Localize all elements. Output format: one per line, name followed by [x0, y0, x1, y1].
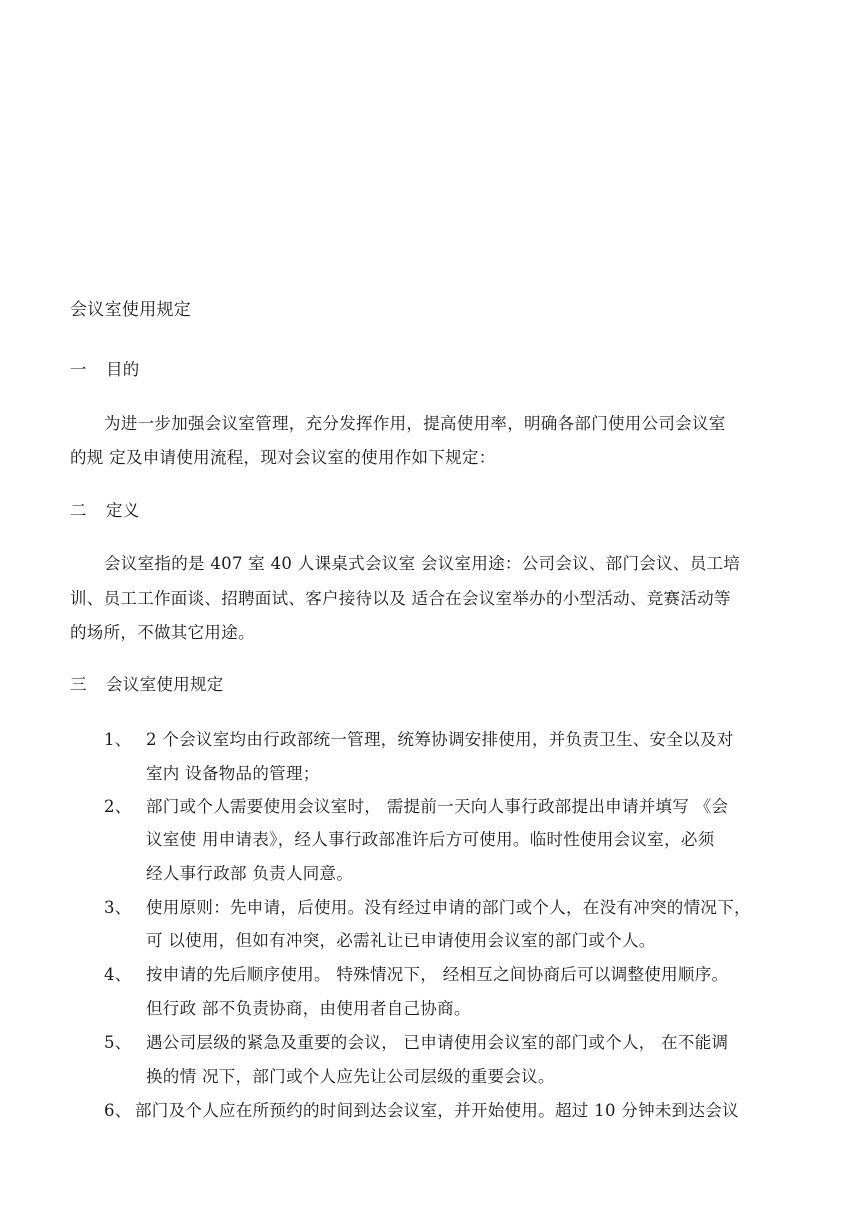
list-item-line: 2 个会议室均由行政部统一管理，统筹协调安排使用，并负责卫生、安全以及对 — [146, 730, 734, 749]
page-title: 会议室使用规定 — [70, 300, 192, 320]
section-number: 一 — [70, 360, 87, 379]
section-title: 目的 — [106, 360, 140, 379]
paragraph-line: 的场所，不做其它用途。 — [70, 623, 255, 642]
list-item-line: 遇公司层级的紧急及重要的会议， 已申请使用会议室的部门或个人， 在不能调 — [146, 1033, 729, 1052]
paragraph-line: 训、员工工作面谈、招聘面试、客户接待以及 适合在会议室举办的小型活动、竞赛活动等 — [70, 589, 731, 608]
list-item-number: 4、 — [104, 965, 132, 984]
list-item-line: 但行政 部不负责协商，由使用者自己协商。 — [146, 999, 471, 1018]
list-item-number: 5、 — [104, 1033, 132, 1052]
list-item-line: 可 以使用，但如有冲突，必需礼让已申请使用会议室的部门或个人。 — [146, 931, 656, 950]
section-heading-definition — [70, 499, 140, 523]
paragraph-line: 为进一步加强会议室管理，充分发挥作用，提高使用率，明确各部门使用公司会议室 — [104, 414, 726, 433]
list-item-line: 部门及个人应在所预约的时间到达会议室，并开始使用。超过 10 分钟未到达会议 — [135, 1101, 739, 1120]
section-heading-rules — [70, 673, 224, 697]
section-title: 定义 — [106, 501, 140, 520]
list-item-line: 室内 设备物品的管理； — [146, 764, 320, 783]
section-heading-purpose — [70, 358, 140, 382]
list-item-number: 6、 — [104, 1101, 132, 1120]
list-item-number: 2、 — [104, 797, 132, 816]
list-item-number: 1、 — [104, 730, 132, 749]
list-item-line: 部门或个人需要使用会议室时， 需提前一天向人事行政部提出申请并填写 《会 — [146, 797, 729, 816]
paragraph-line: 会议室指的是 407 室 40 人课桌式会议室 会议室用途：公司会议、部门会议、员工培 — [104, 554, 741, 573]
paragraph-line: 的规 定及申请使用流程，现对会议室的使用作如下规定： — [70, 448, 496, 467]
list-item-line: 经人事行政部 负责人同意。 — [146, 864, 354, 883]
section-number: 二 — [70, 501, 87, 520]
section-title: 会议室使用规定 — [106, 675, 224, 694]
list-item-number: 3、 — [104, 898, 132, 917]
section-number: 三 — [70, 675, 87, 694]
list-item-line: 换的情 况下，部门或个人应先让公司层级的重要会议。 — [146, 1067, 555, 1086]
list-item-line: 按申请的先后顺序使用。 特殊情况下， 经相互之间协商后可以调整使用顺序。 — [146, 965, 729, 984]
list-item-line: 议室使 用申请表》，经人事行政部准许后方可使用。临时性使用会议室，必须 — [146, 830, 715, 849]
list-item-line: 使用原则：先申请，后使用。没有经过申请的部门或个人，在没有冲突的情况下， — [146, 898, 751, 917]
